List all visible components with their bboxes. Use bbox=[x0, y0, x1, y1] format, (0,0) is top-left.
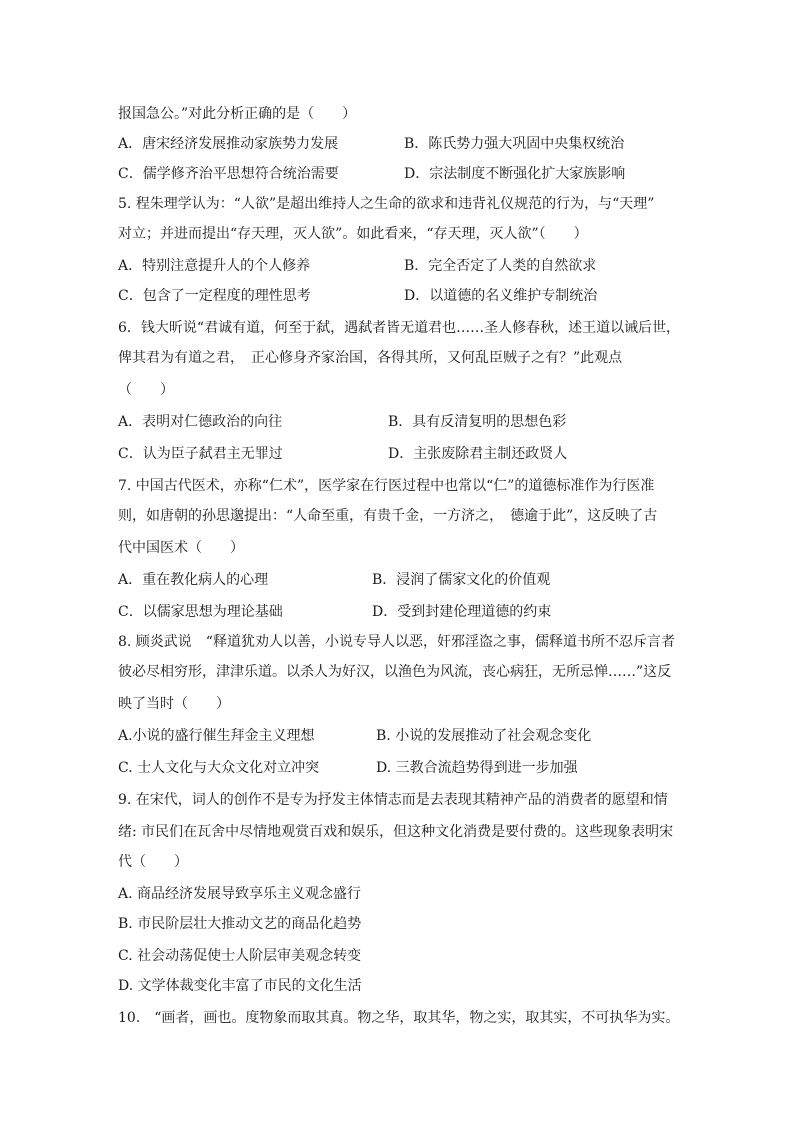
question-7-stem-line-3: 代中国医术（ ） bbox=[118, 540, 244, 556]
question-9-stem-line-1: 9. 在宋代，词人的创作不是专为抒发主体情志而是去表现其精神产品的消费者的愿望和情 bbox=[118, 792, 668, 808]
question-6-stem-line-1: 6．钱大昕说“君诚有道，何至于弑，遇弑者皆无道君也……圣人修春秋，述王道以诫后世， bbox=[118, 320, 681, 336]
question-6-option-a: A．表明对仁德政治的向往 bbox=[118, 414, 283, 430]
question-5-option-c: C．包含了一定程度的理性思考 bbox=[118, 288, 311, 304]
question-9-option-b: B. 市民阶层壮大推动文艺的商品化趋势 bbox=[118, 916, 362, 932]
question-9-stem-line-2: 绪: 市民们在瓦舍中尽情地观赏百戏和娱乐，但这种文化消费是要付费的。这些现象表明宋 bbox=[118, 824, 674, 840]
question-4-option-d: D．宗法制度不断强化扩大家族影响 bbox=[404, 166, 626, 182]
question-8-option-a: A.小说的盛行催生拜金主义理想 bbox=[118, 728, 315, 744]
question-7-stem-line-1: 7. 中国古代医术，亦称“仁术”，医学家在行医过程中也常以“仁”的道德标准作为行医准 bbox=[118, 478, 655, 494]
question-8-stem-line-2: 彼必尽相穷形，津津乐道。以杀人为好汉，以渔色为风流，丧心病狂，无所忌惮……”这反 bbox=[118, 664, 672, 680]
question-8-stem-line-3: 映了当时（ ） bbox=[118, 696, 230, 712]
question-5-option-d: D．以道德的名义维护专制统治 bbox=[404, 288, 598, 304]
question-5-option-b: B．完全否定了人类的自然欲求 bbox=[404, 258, 597, 274]
question-6-stem-line-3: （ ） bbox=[118, 382, 174, 398]
question-6-option-b: B．具有反清复明的思想色彩 bbox=[388, 414, 567, 430]
question-8-stem-line-1: 8. 顾炎武说 “释道犹劝人以善，小说专导人以恶，奸邪淫盗之事，儒释道书所不忍斥言者 bbox=[118, 634, 675, 650]
question-10-stem-line-1: 10. “画者，画也。度物象而取其真。物之华，取其华，物之实，取其实，不可执华为实。 bbox=[118, 1010, 680, 1026]
question-7-option-c: C．以儒家思想为理论基础 bbox=[118, 604, 283, 620]
question-4-option-b: B．陈氏势力强大巩固中央集权统治 bbox=[404, 136, 625, 152]
question-4-option-a: A．唐宋经济发展推动家族势力发展 bbox=[118, 136, 339, 152]
question-8-option-d: D. 三教合流趋势得到进一步加强 bbox=[376, 760, 578, 776]
question-9-option-c: C. 社会动荡促使士人阶层审美观念转变 bbox=[118, 948, 362, 964]
question-5-stem-line-1: 5. 程朱理学认为：“人欲”是超出维持人之生命的欲求和违背礼仪规范的行为，与“天理” bbox=[118, 196, 655, 212]
question-7-stem-line-2: 则，如唐朝的孙思邈提出：“人命至重，有贵千金，一方济之， 德逾于此”，这反映了古 bbox=[118, 508, 658, 524]
question-7-option-b: B．浸润了儒家文化的价值观 bbox=[372, 572, 551, 588]
question-9-option-d: D. 文学体裁变化丰富了市民的文化生活 bbox=[118, 978, 362, 994]
question-8-option-b: B. 小说的发展推动了社会观念变化 bbox=[376, 728, 592, 744]
question-8-option-c: C. 士人文化与大众文化对立冲突 bbox=[118, 760, 320, 776]
question-5-stem-line-2: 对立；并进而提出“存天理，灭人欲”。如此看来，“存天理，灭人欲”（ ） bbox=[118, 226, 588, 242]
question-6-option-c: C．认为臣子弑君主无罪过 bbox=[118, 446, 283, 462]
question-9-option-a: A. 商品经济发展导致享乐主义观念盛行 bbox=[118, 886, 362, 902]
question-6-option-d: D．主张废除君主制还政贤人 bbox=[388, 446, 568, 462]
question-5-option-a: A．特别注意提升人的个人修养 bbox=[118, 258, 311, 274]
question-7-option-a: A．重在教化病人的心理 bbox=[118, 572, 269, 588]
question-4-option-c: C．儒学修齐治平思想符合统治需要 bbox=[118, 166, 339, 182]
question-7-option-d: D．受到封建伦理道德的约束 bbox=[372, 604, 552, 620]
question-9-stem-line-3: 代（ ） bbox=[118, 854, 188, 870]
question-4-stem-end: 报国急公。”对此分析正确的是（ ） bbox=[118, 106, 357, 122]
question-6-stem-line-2: 俾其君为有道之君， 正心修身齐家治国，各得其所，又何乱臣贼子之有？”此观点 bbox=[118, 350, 623, 366]
